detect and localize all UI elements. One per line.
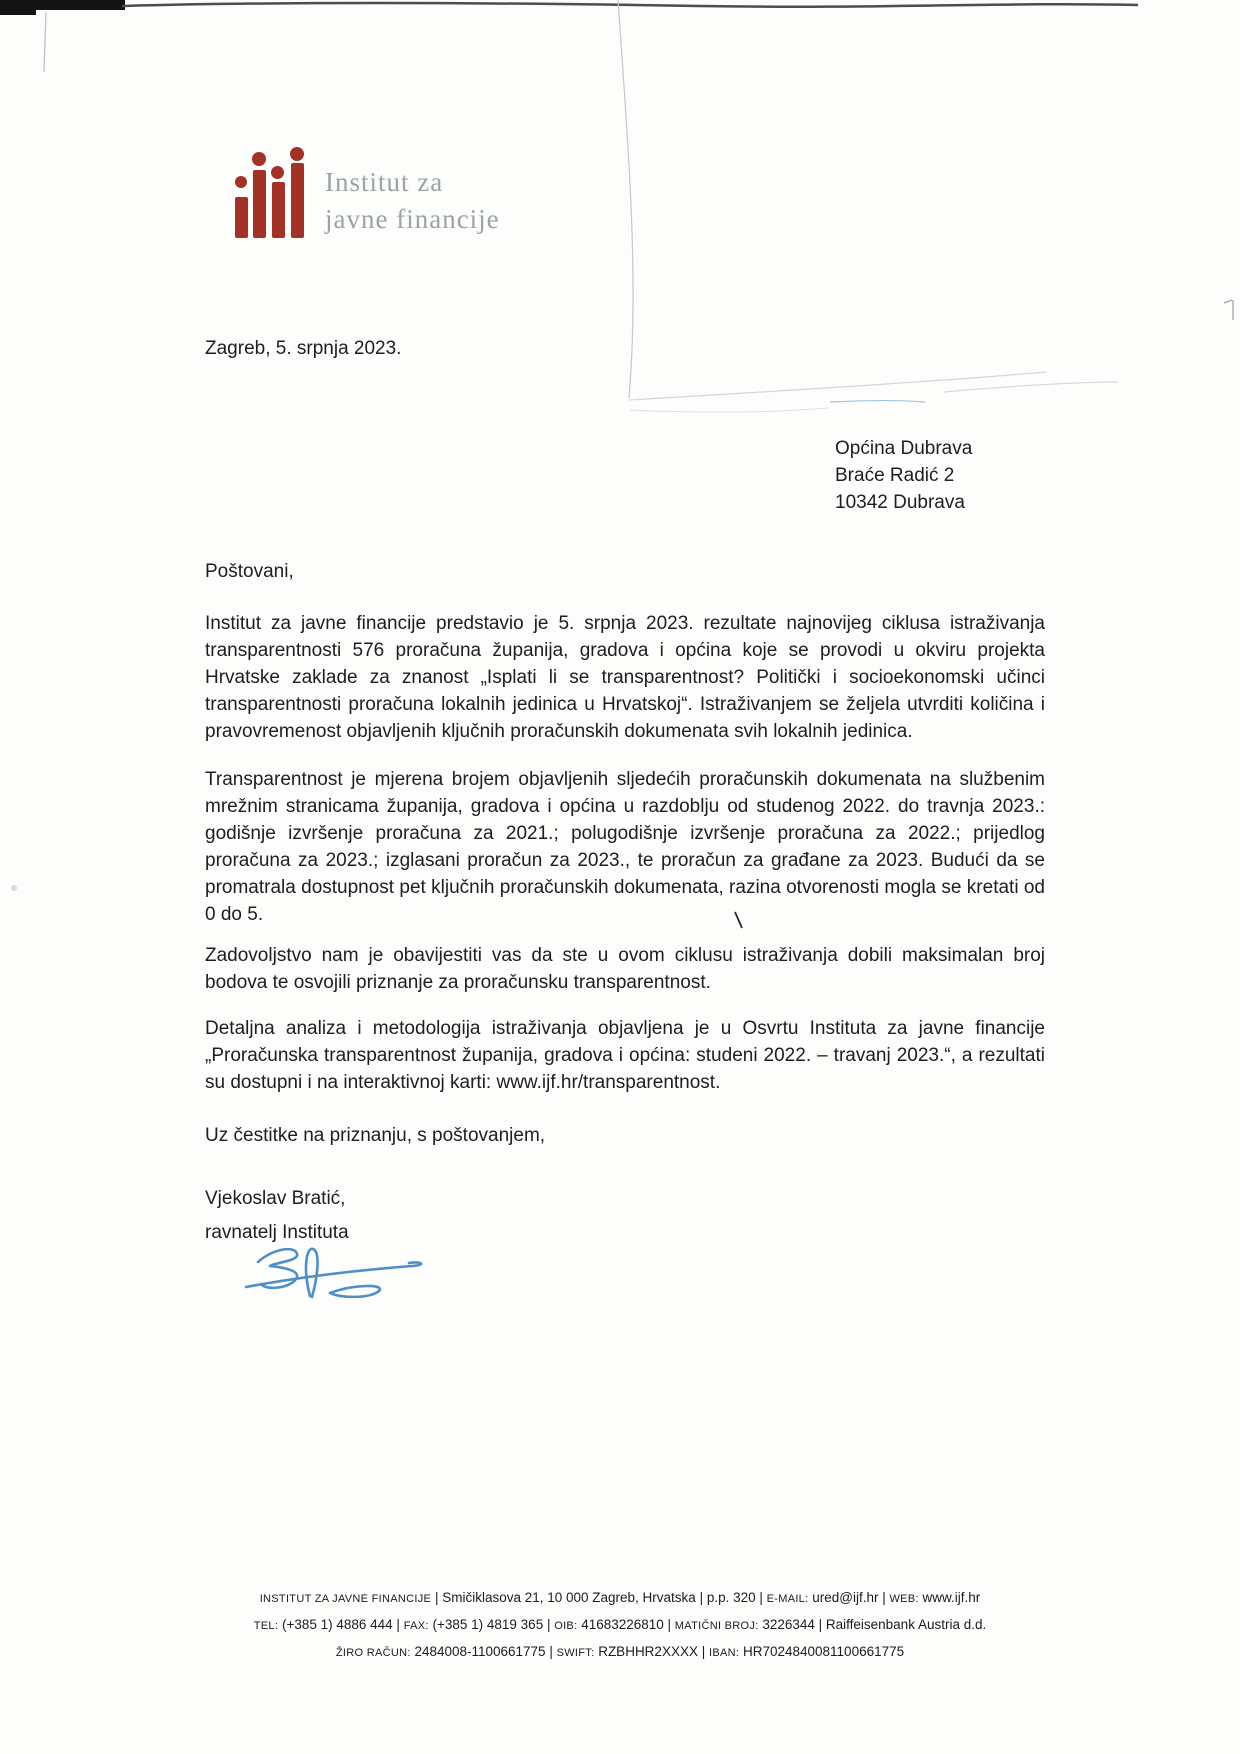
logo-wordmark-line2: javne financije <box>325 204 500 234</box>
salutation: Poštovani, <box>205 561 294 582</box>
logo-wordmark-line1: Institut za <box>325 167 444 197</box>
logo-dot <box>252 152 266 166</box>
signer-title: ravnatelj Instituta <box>205 1222 349 1243</box>
footer <box>0 1585 1240 1666</box>
body-paragraph-3: Zadovoljstvo nam je obavijestiti vas da ste u ovom ciklusu istraživanja dobili maksimalan broj bodova te osvojili priznanje za proračunsku transparentnost. <box>205 945 1045 993</box>
logo-wordmark <box>325 164 500 238</box>
logo-bar <box>235 197 248 238</box>
logo-dot <box>290 147 304 161</box>
body-paragraph-4: Detaljna analiza i metodologija istraživanja objavljena je u Osvrtu Instituta za javne financije „Proračunska transparentnost županija, gradova i općina: studeni 2022. – travanj 2023.“, a rezultati su dostupni i na interaktivnoj karti: www.ijf.hr/transparentnost. <box>205 1018 1045 1093</box>
footer-line-2: TEL: (+385 1) 4886 444 | FAX: (+385 1) 4819 365 | OIB: 41683226810 | MATIČNI BROJ: 3226344 | Raiffeisenbank Austria d.d. <box>253 1617 987 1632</box>
logo-dot <box>235 176 247 188</box>
logo-bar <box>291 163 304 238</box>
body-paragraph-1: Institut za javne financije predstavio je 5. srpnja 2023. rezultate najnovijeg ciklusa istraživanja transparentnosti 576 proračuna županija, gradova i općina koje se provodi u okviru projekta Hrvatske zaklade za znanost „Isplati li se transparentnost? Politički i socioekonomski učinci transparentnosti proračuna lokalnih jedinica u Hrvatskoj“. Istraživanjem se željela utvrditi količina i pravovremenost objavljenih ključnih proračunskih dokumenata svih lokalnih jedinica. <box>205 613 1045 742</box>
footer-line-3: ŽIRO RAČUN: 2484008-1100661775 | SWIFT: RZBHHR2XXXX | IBAN: HR7024840081100661775 <box>335 1644 905 1659</box>
logo-dot <box>271 166 284 179</box>
recipient-city: 10342 Dubrava <box>835 492 965 513</box>
recipient-street: Braće Radić 2 <box>835 465 955 486</box>
logo-bar <box>253 170 266 238</box>
closing-line: Uz čestitke na priznanju, s poštovanjem, <box>205 1125 546 1146</box>
signer-name: Vjekoslav Bratić, <box>205 1188 346 1209</box>
dateline: Zagreb, 5. srpnja 2023. <box>205 338 402 359</box>
footer-line-1: INSTITUT ZA JAVNE FINANCIJE | Smičiklasova 21, 10 000 Zagreb, Hrvatska | p.p. 320 | E-MAIL: ured@ijf.hr | WEB: www.ijf.hr <box>259 1590 981 1605</box>
recipient-name: Općina Dubrava <box>835 438 973 459</box>
body-paragraph-2: Transparentnost je mjerena brojem objavljenih sljedećih proračunskih dokumenata na službenim mrežnim stranicama županija, gradova i općina u razdoblju od studenog 2022. do travnja 2023.: godišnje izvršenje proračuna za 2021.; polugodišnje izvršenje proračuna za 2022.; prijedlog proračuna za 2023.; izglasani proračun za 2023., te proračun za građane za 2023. Budući da se promatrala dostupnost pet ključnih proračunskih dokumenata, razina otvorenosti mogla se kretati od 0 do 5. <box>205 769 1045 925</box>
logo-bar <box>272 182 285 238</box>
recipient-address <box>835 435 972 516</box>
